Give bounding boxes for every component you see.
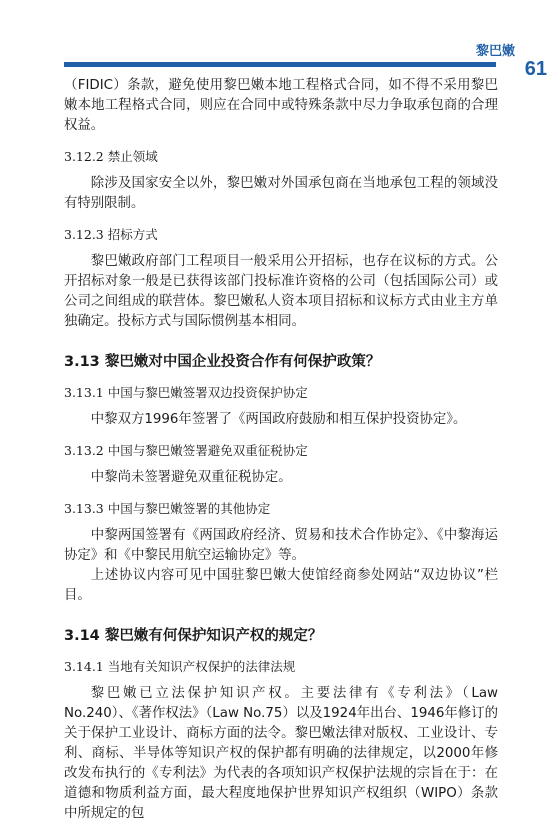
paragraph: 中黎尚未签署避免双重征税协定。 — [90, 470, 292, 485]
page-number: 61 — [524, 58, 547, 80]
paragraph: 中黎双方1996年签署了《两国政府鼓励和相互保护投资协定》。 — [90, 412, 467, 427]
subsection-heading: 3.14.1 当地有关知识产权保护的法律法规 — [64, 659, 296, 674]
subsection-heading: 3.13.3 中国与黎巴嫩签署的其他协定 — [64, 501, 271, 516]
paragraph: 上述协议内容可见中国驻黎巴嫩大使馆经商参处网站“双边协议”栏目。 — [64, 568, 498, 603]
subsection-heading: 3.12.2 禁止领域 — [64, 149, 158, 164]
running-header-label: 黎巴嫩 — [475, 43, 515, 58]
section-heading: 3.14 黎巴嫩有何保护知识产权的规定？ — [64, 628, 323, 644]
paragraph: 黎巴嫩政府部门工程项目一般采用公开招标，也存在议标的方式。公开招标对象一般是已获得该部门投标准许资格的公司（包括国际公司）或公司之间组成的联营体。黎巴嫩私人资本项目招标和议标方式由业主方单独确定。投标方式与国际惯例基本相同。 — [64, 254, 498, 329]
paragraph: 除涉及国家安全以外，黎巴嫩对外国承包商在当地承包工程的领域没有特别限制。 — [64, 176, 498, 211]
header-divider — [64, 62, 496, 67]
page-content — [64, 76, 498, 824]
subsection-heading: 3.13.1 中国与黎巴嫩签署双边投资保护协定 — [64, 385, 308, 400]
subsection-heading: 3.12.3 招标方式 — [64, 227, 158, 242]
subsection-heading: 3.13.2 中国与黎巴嫩签署避免双重征税协定 — [64, 443, 308, 458]
section-heading: 3.13 黎巴嫩对中国企业投资合作有何保护政策？ — [64, 354, 381, 370]
paragraph: 黎巴嫩已立法保护知识产权。主要法律有《专利法》（Law No.240）、《著作权法》（Law No.75）以及1924年出台、1946年修订的关于保护工业设计、商标方面的法令。黎巴嫩法律对版权、工业设计、专利、商标、半导体等知识产权的保护都有明确的法律规定，以2000年修改发布执行的《专利法》为代表的各项知识产权保护法规的宗旨在于：在道德和物质利益方面，最大程度地保护世界知识产权组织（WIPO）条款中所规定的包 — [64, 686, 498, 821]
paragraph: 中黎两国签署有《两国政府经济、贸易和技术合作协定》、《中黎海运协定》和《中黎民用航空运输协定》等。 — [64, 528, 498, 563]
paragraph: （FIDIC）条款，避免使用黎巴嫩本地工程格式合同，如不得不采用黎巴嫩本地工程格式合同，则应在合同中或特殊条款中尽力争取承包商的合理权益。 — [64, 78, 498, 133]
